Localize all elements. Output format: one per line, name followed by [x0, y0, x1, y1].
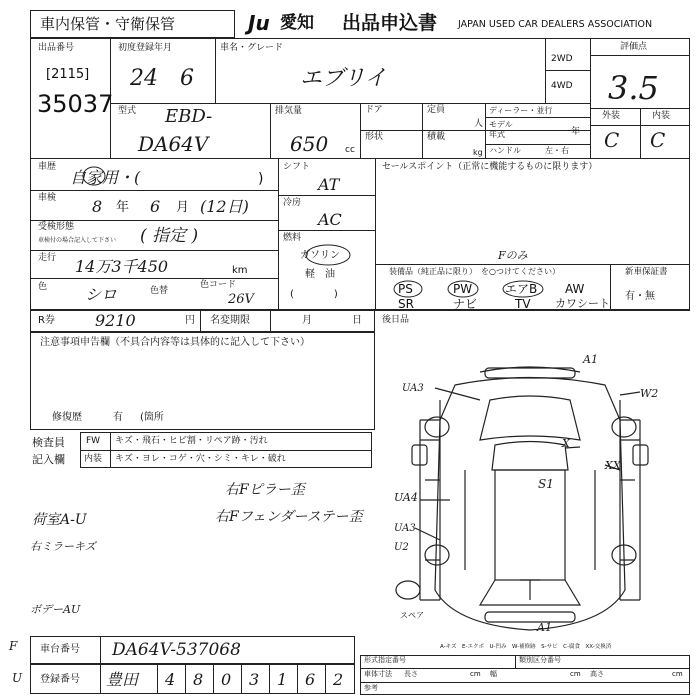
handle-label: ハンドル: [489, 146, 521, 155]
handwritten-note-1: 右Fピラー歪: [225, 482, 305, 498]
damage-legend: A-キズ E-エクボ U-凹み W-補修跡 S-サビ C-腐食 XX-交換済: [440, 644, 612, 650]
lot-sub-number: [2115]: [46, 67, 90, 82]
reference-label: 参考: [364, 684, 378, 692]
length-unit: cm: [470, 670, 481, 678]
repair-value: 有: [113, 412, 123, 423]
inspection-month: 6: [150, 197, 161, 216]
damage-ua3-top: UA3: [402, 383, 424, 394]
registration-digit-1: 4: [165, 670, 176, 689]
history-close: ): [258, 171, 264, 187]
recycle-box: [30, 310, 375, 332]
history-label: 車歴: [38, 162, 57, 172]
registration-digit-2: 8: [193, 670, 204, 689]
equip-aw: AW: [565, 282, 585, 296]
mileage-unit: km: [232, 265, 248, 276]
dealer-label: ディーラー・並行: [489, 106, 553, 115]
approval-label-2: 類別区分番号: [519, 656, 561, 664]
lot-number: 35037: [37, 90, 114, 118]
recycle-label: R券: [38, 315, 55, 326]
drive-4wd: 4WD: [551, 81, 573, 91]
inspection-form-value: ( 指定 ): [140, 226, 199, 246]
damage-a1-bottom: A1: [537, 621, 552, 634]
mileage-value: 14万3千450: [75, 257, 169, 276]
equipment-note: Fのみ: [498, 249, 528, 262]
notes-label: 注意事項申告欄（不具合内容等は具体的に記入して下さい）: [40, 337, 310, 348]
interior-grade: C: [650, 128, 666, 152]
inspector-fw-label: FW: [86, 436, 101, 446]
model-line2: DA64V: [138, 132, 209, 156]
inspector-interior-label: 内装: [84, 454, 103, 464]
car-name-label: 車名・グレード: [220, 43, 284, 53]
repair-label: 修復歴: [52, 412, 82, 423]
equip-navi: ナビ: [453, 297, 478, 311]
approval-label-1: 形式指定番号: [364, 656, 406, 664]
inspection-form-label: 受検形態: [38, 222, 75, 232]
registration-place: 豊田: [106, 670, 139, 689]
height-unit: cm: [672, 670, 683, 678]
post-fit-label: 後日品: [382, 315, 410, 325]
capacity-unit: 人: [474, 119, 484, 129]
new-warranty-label: 新車保証書: [625, 267, 668, 277]
damage-ua3-mid: UA3: [394, 523, 416, 534]
model-label: 型式: [118, 106, 137, 116]
handle-options: 左・右: [545, 146, 569, 155]
recycle-unit: 円: [185, 315, 195, 326]
chassis-value: DA64V-537068: [112, 640, 241, 660]
color-value: シロ: [85, 285, 118, 304]
inspection-form-note: 車検付の場合記入して下さい: [38, 237, 117, 244]
displacement-value: 650: [290, 132, 329, 156]
shift-value: AT: [318, 175, 340, 194]
sales-point-label: セールスポイント（正常に機能するものに限ります）: [382, 162, 598, 172]
registration-label: 登録番号: [40, 674, 80, 685]
damage-s1: S1: [538, 477, 554, 491]
handwritten-mark-f: F: [9, 639, 18, 653]
inspection-label: 車検: [38, 193, 57, 203]
fuel-option-1: ガソリン: [300, 250, 340, 261]
handwritten-note-4: 右ミラーキズ: [30, 540, 96, 553]
interior-label: 内装: [652, 111, 671, 121]
first-reg-month: 6: [180, 66, 194, 91]
name-change-label: 名変期限: [210, 315, 250, 326]
name-change-day: 日: [352, 315, 362, 326]
fuel-option-2: 軽 油: [305, 269, 335, 280]
mileage-label: 走行: [38, 253, 57, 263]
first-reg-label: 初度登録年月: [118, 43, 173, 53]
inspector-interior-items: キズ・ヨレ・コゲ・穴・シミ・キレ・破れ: [115, 454, 286, 464]
registration-digit-4: 3: [249, 670, 260, 689]
spare-label: スペア: [400, 611, 424, 620]
drive-2wd: 2WD: [551, 54, 573, 64]
association-name: JAPAN USED CAR DEALERS ASSOCIATION: [458, 19, 653, 30]
handwritten-note-3: 荷室A-U: [32, 512, 87, 528]
chassis-label: 車台番号: [40, 644, 80, 655]
new-warranty-options: 有・無: [625, 291, 655, 302]
model-year-label2: 年式: [489, 130, 505, 139]
car-name-value: エブリイ: [300, 66, 387, 91]
damage-ua4: UA4: [394, 491, 418, 504]
fuel-label: 燃料: [283, 233, 302, 243]
model-year-unit: 年: [571, 127, 581, 137]
lot-label: 出品番号: [38, 43, 75, 53]
aircon-label: 冷房: [283, 198, 302, 208]
handwritten-mark-u: U: [12, 671, 23, 685]
door-label: ドア: [365, 105, 383, 115]
length-label: 長さ: [404, 670, 418, 678]
displacement-unit: cc: [345, 145, 355, 155]
exterior-label: 外装: [602, 111, 621, 121]
capacity-label: 定員: [427, 105, 446, 115]
inspection-day: (12日): [200, 197, 249, 216]
load-unit: kg: [473, 148, 483, 157]
registration-digit-7: 2: [333, 670, 344, 689]
registration-digit-6: 6: [305, 670, 316, 689]
rating-value: 3.5: [608, 69, 659, 107]
aircon-value: AC: [318, 210, 342, 229]
color-code-value: 26V: [228, 292, 254, 307]
storage-label: 車内保管・守衛保管: [40, 15, 176, 33]
inspector-label-1: 検査員: [32, 436, 65, 449]
model-line1: EBD-: [165, 106, 213, 127]
equip-airbag: エアB: [505, 282, 538, 296]
displacement-label: 排気量: [275, 106, 303, 116]
inspection-year: 8: [92, 197, 103, 216]
equip-seat: カワシート: [555, 297, 610, 310]
width-unit: cm: [570, 670, 581, 678]
color-code-label: 色コード: [200, 280, 237, 290]
color-label: 色: [38, 282, 48, 292]
damage-a1-top: A1: [583, 353, 598, 366]
inspector-label-2: 記入欄: [32, 453, 65, 466]
rating-label: 評価点: [620, 42, 648, 52]
shape-label: 形状: [365, 132, 384, 142]
width-label: 幅: [490, 670, 497, 678]
equip-sr: SR: [398, 297, 414, 311]
inspector-fw-items: キズ・飛石・ヒビ割・リペア跡・汚れ: [115, 436, 268, 446]
model-year-label1: モデル: [489, 120, 513, 129]
body-size-label: 車体寸法: [364, 670, 392, 678]
registration-digit-5: 1: [277, 670, 288, 689]
damage-xx-mark: XX: [605, 459, 621, 472]
handwritten-note-2: 右Fフェンダーステー歪: [215, 509, 363, 525]
history-value: 自家用・(: [70, 168, 141, 187]
equip-ps: PS: [398, 282, 413, 296]
height-label: 高さ: [590, 670, 604, 678]
equip-pw: PW: [453, 282, 473, 296]
inspection-month-unit: 月: [176, 200, 190, 215]
fuel-option-3: ( ): [290, 289, 338, 300]
registration-digit-3: 0: [221, 670, 232, 689]
org-name: 愛知: [280, 13, 314, 33]
ju-logo: Ju: [248, 11, 270, 35]
equip-tv: TV: [515, 297, 531, 311]
equipment-label: 装備品（純正品に限り） を○つけてください）: [389, 267, 560, 276]
recycle-value: 9210: [95, 311, 136, 330]
damage-u2: U2: [394, 542, 409, 553]
shift-label: シフト: [283, 162, 311, 172]
load-label: 積載: [427, 132, 446, 142]
damage-x-mark: X: [562, 437, 570, 450]
exterior-grade: C: [604, 128, 620, 152]
damage-w2-top: W2: [640, 387, 659, 400]
handwritten-note-5: ボデーAU: [30, 603, 81, 616]
first-reg-year: 24: [130, 66, 158, 91]
form-title: 出品申込書: [342, 12, 438, 34]
repair-place: (箇所: [140, 412, 164, 423]
inspection-year-unit: 年: [116, 200, 130, 215]
name-change-month: 月: [302, 315, 312, 326]
color-change-label: 色替: [150, 286, 169, 296]
